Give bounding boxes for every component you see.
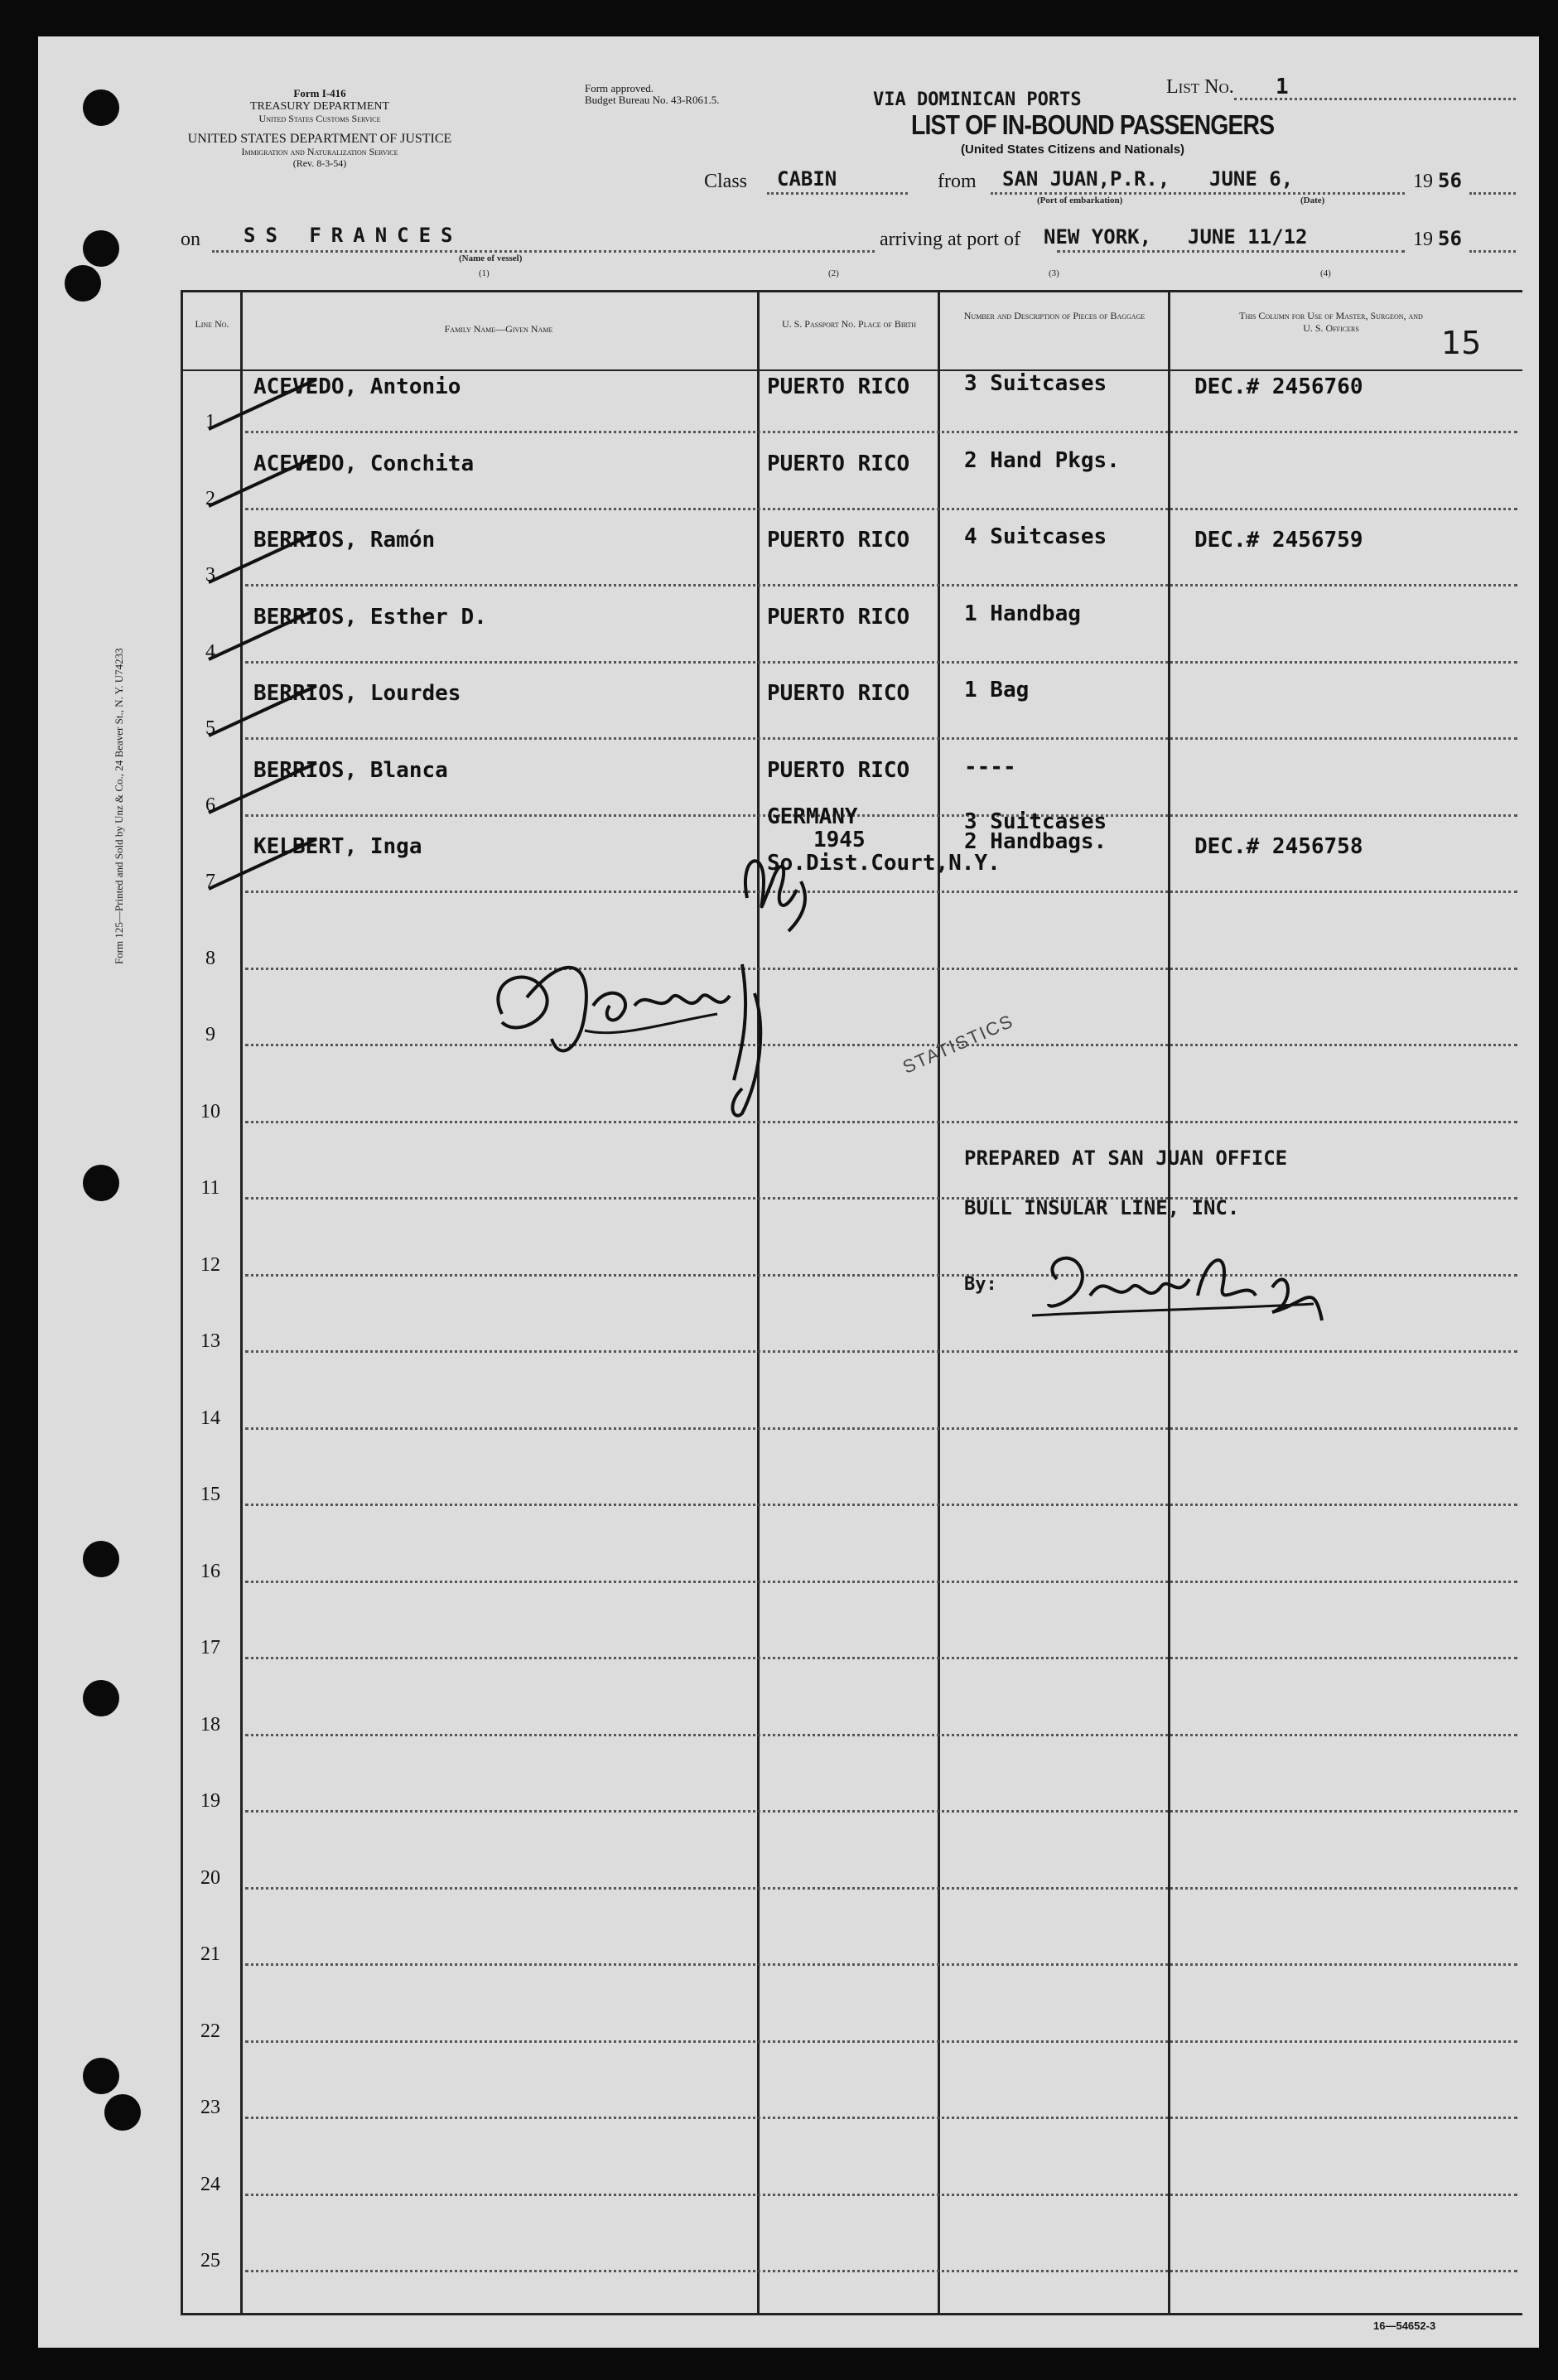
col-header-passport: U. S. Passport No. Place of Birth — [781, 318, 917, 330]
check-mark — [200, 678, 325, 744]
baggage: 1 Handbag — [964, 601, 1081, 626]
vessel-caption: (Name of vessel) — [459, 253, 523, 263]
arrival-year: 56 — [1438, 227, 1462, 250]
line-number: 17 — [200, 1637, 220, 1658]
vessel-name: SS FRANCES — [244, 224, 463, 247]
line-number: 11 — [200, 1177, 220, 1199]
declaration-number: DEC.# 2456759 — [1194, 528, 1363, 553]
arrival-port: NEW YORK, — [1044, 225, 1152, 249]
declaration-number: DEC.# 2456758 — [1194, 834, 1363, 859]
line-number: 15 — [200, 1484, 220, 1505]
row-dotted-rule — [245, 431, 1517, 433]
col-header-officers: This Column for Use of Master, Surgeon, and U. S. Officers — [1239, 310, 1423, 334]
arrival-col-2: (2) — [828, 268, 839, 278]
line-number: 1 — [205, 411, 215, 432]
check-mark — [200, 448, 325, 514]
place-of-birth: PUERTO RICO — [767, 451, 910, 476]
row-dotted-rule — [245, 1427, 1517, 1430]
table-top-rule — [181, 290, 1522, 292]
on-label: on — [181, 229, 200, 250]
line-number: 10 — [200, 1101, 220, 1122]
line-number: 5 — [205, 717, 215, 739]
arriving-label: arriving at port of — [880, 229, 1020, 250]
place-of-birth: PUERTO RICO — [767, 681, 910, 706]
check-mark — [200, 755, 325, 821]
signature-connolly — [469, 915, 850, 1130]
place-of-birth: PUERTO RICO — [767, 374, 910, 399]
from-year-prefix: 19 — [1413, 171, 1433, 192]
date-caption: (Date) — [1300, 196, 1325, 205]
line-number: 7 — [205, 871, 215, 892]
vessel-col-1: (1) — [479, 268, 490, 278]
col-header-line-no: Line No. — [195, 318, 229, 330]
line-number: 16 — [200, 1561, 220, 1582]
from-dots — [991, 192, 1405, 195]
birth-note: 1945 — [813, 828, 866, 852]
baggage: 3 Suitcases — [964, 371, 1107, 396]
prepared-line-2: BULL INSULAR LINE, INC. — [964, 1196, 1240, 1219]
passenger-name: BERRIOS, Lourdes — [253, 681, 461, 706]
birth-court: So.Dist.Court,N.Y. — [767, 851, 1001, 876]
table-bottom-rule — [181, 2313, 1522, 2315]
baggage: 2 Hand Pkgs. — [964, 448, 1120, 473]
customs-service: United States Customs Service — [258, 113, 381, 125]
arrival-year-prefix: 19 — [1413, 229, 1433, 250]
place-of-birth: PUERTO RICO — [767, 758, 910, 783]
line-number: 23 — [200, 2097, 220, 2118]
form-approved: Form approved. — [585, 82, 654, 94]
statistics-stamp: STATISTICS — [900, 1010, 1017, 1078]
class-dots — [767, 192, 908, 195]
list-no-value: 1 — [1276, 75, 1289, 99]
row-dotted-rule — [245, 968, 1517, 970]
row-dotted-rule — [245, 1887, 1517, 1890]
signature-preparer — [1024, 1229, 1355, 1337]
col-header-baggage: Number and Description of Pieces of Baggage — [963, 310, 1146, 321]
form-info-block — [171, 88, 469, 170]
initials-mark — [731, 832, 822, 939]
line-number: 2 — [205, 488, 215, 509]
passenger-name: BERRIOS, Esther D. — [253, 605, 487, 630]
declaration-number: DEC.# 2456760 — [1194, 374, 1363, 399]
row-dotted-rule — [245, 584, 1517, 587]
prepared-line-1: PREPARED AT SAN JUAN OFFICE — [964, 1147, 1288, 1170]
class-label: Class — [704, 171, 748, 192]
binder-hole-2 — [83, 230, 119, 267]
row-dotted-rule — [245, 1581, 1517, 1583]
vessel-dots — [212, 250, 875, 253]
from-port: SAN JUAN,P.R., — [1002, 167, 1170, 191]
port-caption: (Port of embarkation) — [1037, 196, 1123, 205]
form-number: Form I-416 — [293, 87, 346, 99]
baggage: 3 Suitcases — [964, 809, 1107, 834]
prepared-by-label: By: — [964, 1274, 997, 1295]
baggage: 4 Suitcases — [964, 524, 1107, 549]
row-dotted-rule — [245, 814, 1517, 817]
row-dotted-rule — [245, 2117, 1517, 2119]
row-dotted-rule — [245, 1121, 1517, 1123]
binder-hole-5 — [83, 1541, 119, 1577]
line-number: 3 — [205, 564, 215, 586]
row-dotted-rule — [245, 1350, 1517, 1353]
check-mark — [200, 601, 325, 668]
line-number: 25 — [200, 2250, 220, 2271]
passenger-name: BERRIOS, Blanca — [253, 758, 448, 783]
passenger-name: KELBERT, Inga — [253, 834, 422, 859]
line-number: 13 — [200, 1330, 220, 1352]
revision: (Rev. 8-3-54) — [292, 157, 347, 170]
line-number: 18 — [200, 1714, 220, 1736]
line-number: 6 — [205, 794, 215, 816]
passenger-name: BERRIOS, Ramón — [253, 528, 436, 553]
binder-hole-6 — [83, 1680, 119, 1716]
table-left-rule — [181, 290, 183, 2315]
line-number: 4 — [205, 641, 215, 663]
class-value: CABIN — [777, 167, 837, 191]
document-sheet — [38, 36, 1539, 2348]
justice-dept: UNITED STATES DEPARTMENT OF JUSTICE — [187, 131, 452, 146]
line-number: 14 — [200, 1407, 220, 1429]
check-mark — [200, 371, 325, 437]
row-dotted-rule — [245, 1044, 1517, 1046]
treasury-dept: TREASURY DEPARTMENT — [249, 99, 390, 113]
budget-bureau: Budget Bureau No. 43-R061.5. — [585, 94, 720, 107]
from-date: JUNE 6, — [1209, 167, 1294, 191]
check-mark — [200, 524, 325, 591]
col-rule-2 — [757, 290, 760, 2315]
passenger-name: ACEVEDO, Conchita — [253, 451, 475, 476]
line-number: 8 — [205, 948, 215, 969]
place-of-birth: GERMANY — [767, 804, 858, 829]
page-number: 15 — [1441, 325, 1482, 361]
line-number: 21 — [200, 1943, 220, 1965]
row-dotted-rule — [245, 661, 1517, 664]
ins: Immigration and Naturalization Service — [241, 146, 398, 158]
arrival-dots — [1057, 250, 1405, 253]
list-no-label: List No. — [1166, 76, 1234, 98]
line-number: 24 — [200, 2174, 220, 2195]
row-dotted-rule — [245, 1504, 1517, 1506]
arrival-col-4: (4) — [1320, 268, 1331, 278]
footer-code: 16—54652-3 — [1373, 2320, 1436, 2332]
col-rule-1 — [240, 290, 243, 2315]
line-number: 20 — [200, 1867, 220, 1889]
place-of-birth: PUERTO RICO — [767, 528, 910, 553]
arrival-year-dots — [1469, 250, 1516, 253]
from-year-dots — [1469, 192, 1516, 195]
row-dotted-rule — [245, 508, 1517, 510]
binder-hole-4 — [83, 1165, 119, 1201]
row-dotted-rule — [245, 2040, 1517, 2043]
approval-block — [585, 83, 719, 107]
row-dotted-rule — [245, 1810, 1517, 1813]
via-ports: VIA DOMINICAN PORTS — [873, 89, 1082, 110]
from-year: 56 — [1438, 169, 1462, 192]
row-dotted-rule — [245, 1657, 1517, 1659]
baggage: 1 Bag — [964, 678, 1030, 702]
row-dotted-rule — [245, 2194, 1517, 2196]
from-label: from — [938, 171, 977, 192]
line-number: 19 — [200, 1790, 220, 1812]
binder-hole-1 — [83, 89, 119, 126]
baggage-extra: 2 Handbags. — [964, 829, 1107, 854]
list-subtitle: (United States Citizens and Nationals) — [961, 142, 1185, 157]
check-mark — [200, 831, 325, 897]
baggage: ---- — [964, 755, 1016, 780]
row-dotted-rule — [245, 2270, 1517, 2272]
passenger-name: ACEVEDO, Antonio — [253, 374, 461, 399]
list-title: LIST OF IN-BOUND PASSENGERS — [911, 109, 1275, 140]
row-dotted-rule — [245, 737, 1517, 740]
arrival-col-3: (3) — [1049, 268, 1059, 278]
side-printer-text: Form 125—Printed and Sold by Unz & Co., 24 Beaver St., N. Y. U74233 — [113, 648, 125, 964]
col-header-name: Family Name—Given Name — [444, 323, 553, 335]
col-rule-3 — [938, 290, 940, 2315]
row-dotted-rule — [245, 1197, 1517, 1200]
line-number: 9 — [205, 1024, 215, 1045]
row-dotted-rule — [245, 1734, 1517, 1736]
binder-hole-3 — [65, 265, 101, 302]
binder-hole-7 — [83, 2058, 119, 2094]
place-of-birth: PUERTO RICO — [767, 605, 910, 630]
table-header-rule — [181, 369, 1522, 371]
binder-hole-8 — [104, 2094, 141, 2131]
row-dotted-rule — [245, 1963, 1517, 1966]
line-number: 22 — [200, 2020, 220, 2042]
line-number: 12 — [200, 1254, 220, 1276]
row-dotted-rule — [245, 891, 1517, 893]
arrival-date: JUNE 11/12 — [1188, 225, 1308, 249]
